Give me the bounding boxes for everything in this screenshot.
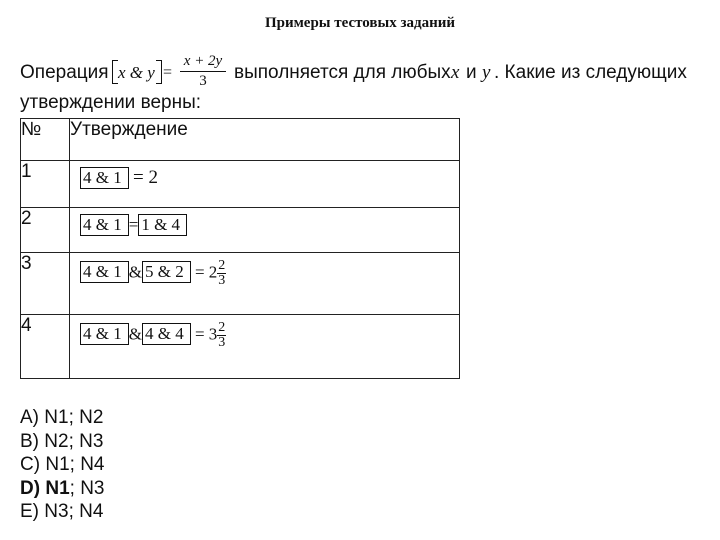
- operation-equals: =: [163, 64, 173, 81]
- col-statement-header: Утверждение: [70, 119, 460, 161]
- answer-first: N2: [44, 430, 69, 452]
- operation-lhs: x & y: [118, 63, 155, 82]
- table-row: [21, 253, 460, 315]
- statement-cell: [70, 315, 460, 379]
- mixed-fraction: [217, 321, 226, 350]
- question-suffix-a: выполняется для любых: [234, 62, 451, 83]
- answer-first: N3: [44, 501, 69, 522]
- answer-option-c[interactable]: [20, 453, 105, 477]
- fraction-denominator: 3: [218, 273, 226, 288]
- answer-rest: ; N2: [68, 407, 104, 428]
- answer-letter: A): [20, 407, 39, 428]
- row-number: 3: [21, 253, 70, 315]
- answer-rest: ; N4: [69, 454, 105, 475]
- question-prefix: Операция: [20, 62, 109, 83]
- expr-result: = 2: [132, 167, 158, 188]
- expr-equals: =: [128, 215, 139, 234]
- bracket-close: [186, 261, 191, 283]
- bracket-open: [138, 214, 182, 236]
- answer-first: N1: [44, 407, 69, 428]
- bracket-close: [182, 214, 187, 236]
- mixed-fraction: [217, 259, 226, 288]
- col-num-header: №: [21, 119, 70, 161]
- right-bracket: [156, 60, 162, 84]
- statement-cell: [70, 161, 460, 208]
- expr-term: 5 & 2: [144, 262, 184, 282]
- page-title: Примеры тестовых заданий: [264, 15, 456, 31]
- table-row: [21, 315, 460, 379]
- answer-option-b[interactable]: [20, 430, 105, 454]
- bracket-open: [80, 167, 124, 189]
- bracket-open: [142, 323, 186, 345]
- answer-option-d[interactable]: [20, 477, 105, 501]
- expr-term: 4 & 1: [83, 215, 122, 234]
- bracket-open: [142, 261, 186, 283]
- expr-result: = 2: [194, 262, 218, 282]
- expr-term: 4 & 1: [83, 262, 122, 282]
- bracket-close: [124, 167, 129, 189]
- expr-term: 4 & 1: [83, 324, 122, 344]
- expr-term: 4 & 1: [83, 168, 122, 187]
- answer-rest: ; N3: [68, 430, 104, 452]
- answer-rest: ; N4: [68, 501, 104, 522]
- table-row: [21, 208, 460, 253]
- bracket-open: [80, 214, 124, 236]
- fraction-numerator: 2: [218, 258, 226, 273]
- bracket-open: [80, 261, 124, 283]
- statement-cell: [70, 253, 460, 315]
- expr-term: 1 & 4: [141, 215, 181, 234]
- answer-option-e[interactable]: [20, 500, 105, 524]
- table-header-row: [21, 119, 460, 161]
- table-row: [21, 161, 460, 208]
- and-word: и: [466, 62, 477, 83]
- answer-letter: B): [20, 430, 39, 452]
- question-line2: утверждении верны:: [20, 92, 202, 113]
- expr-amp: &: [128, 324, 142, 344]
- answer-options: [20, 406, 105, 524]
- answer-first: N1: [45, 454, 70, 475]
- fraction-denominator: 3: [218, 335, 226, 350]
- answer-letter: E): [20, 501, 39, 522]
- row-number: 1: [21, 161, 70, 208]
- bracket-open: [80, 323, 124, 345]
- answer-letter: C): [20, 454, 41, 475]
- expr-result: = 3: [194, 324, 218, 344]
- expr-amp: &: [128, 262, 142, 282]
- question-suffix-b: . Какие из следующих: [494, 62, 687, 83]
- operation-denominator: 3: [199, 73, 207, 89]
- answer-rest: ; N3: [69, 477, 105, 499]
- answer-letter: D): [20, 477, 41, 499]
- expr-term: 4 & 4: [144, 324, 184, 344]
- fraction-numerator: 2: [218, 320, 226, 335]
- statements-table: [20, 118, 460, 379]
- operation-numerator: x + 2y: [183, 53, 223, 69]
- answer-first: N1: [45, 477, 70, 499]
- answer-option-a[interactable]: [20, 406, 105, 430]
- bracket-close: [186, 323, 191, 345]
- var-y: y: [482, 62, 491, 83]
- statement-cell: [70, 208, 460, 253]
- fraction-bar: [180, 71, 226, 72]
- var-x: x: [451, 62, 460, 83]
- row-number: 2: [21, 208, 70, 253]
- row-number: 4: [21, 315, 70, 379]
